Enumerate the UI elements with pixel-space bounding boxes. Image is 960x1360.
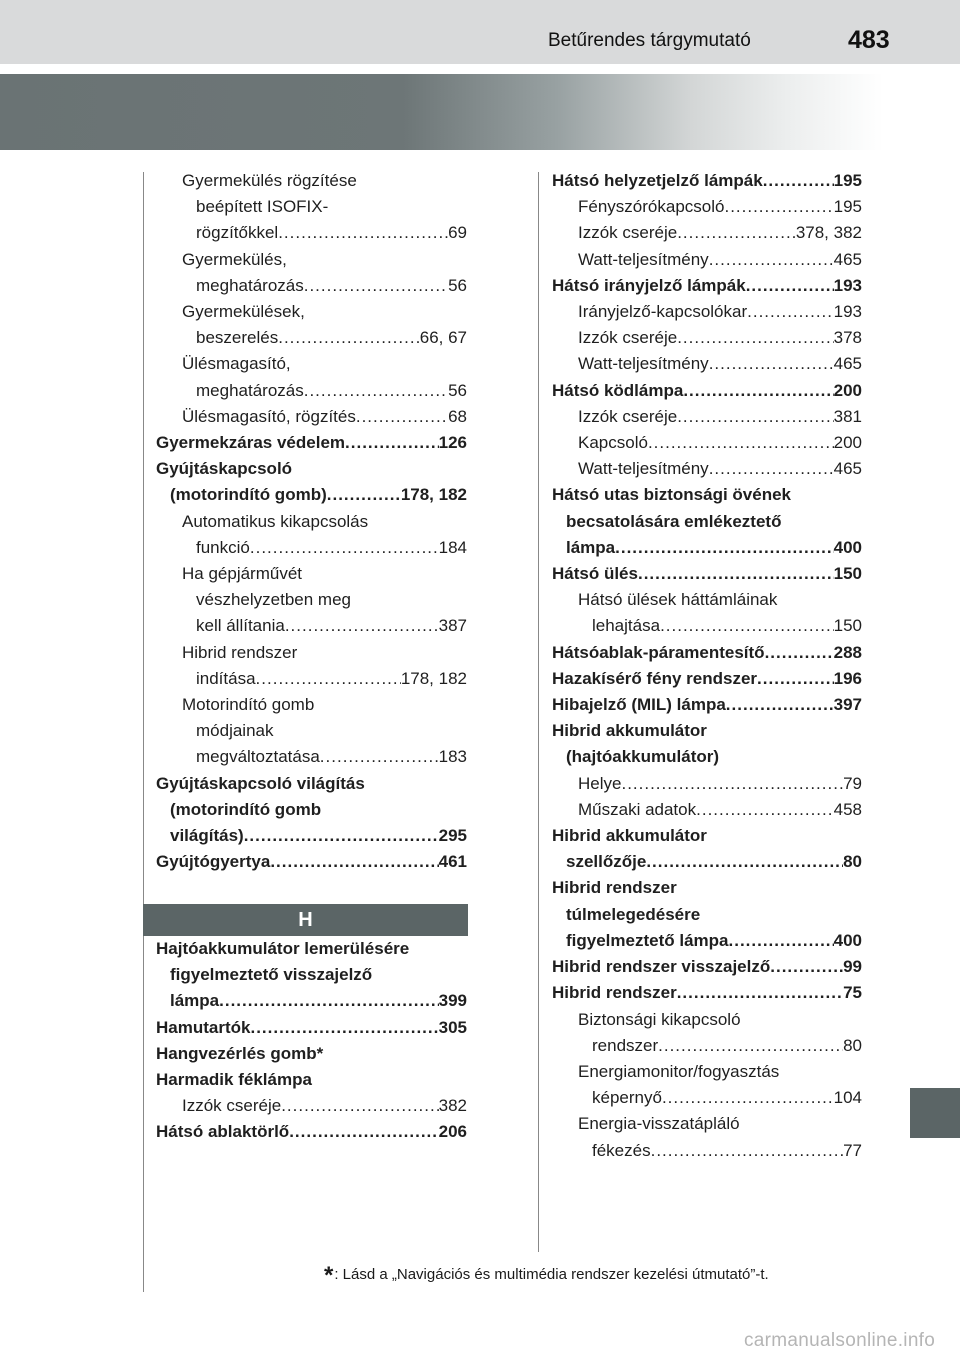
index-entry-page: 461	[438, 852, 467, 872]
thumb-index-tab	[910, 1088, 960, 1138]
index-entry-page: 305	[438, 1017, 467, 1037]
watermark: carmanualsonline.info	[744, 1330, 936, 1351]
section-letter: H	[298, 908, 313, 931]
index-entry	[552, 980, 862, 1006]
index-entry-term: Hátsó irányjelző lámpák	[552, 275, 746, 295]
dot-leader	[304, 273, 448, 299]
index-entry-page: 288	[833, 642, 862, 662]
index-entry	[552, 273, 862, 299]
index-entry-term: Helye	[578, 773, 622, 793]
index-entry-term: Hátsó helyzetjelző lámpák	[552, 171, 763, 190]
index-entry-page: 56	[448, 380, 467, 400]
page-header-title: Betűrendes tárgymutató	[548, 30, 751, 51]
dot-leader	[747, 299, 833, 325]
index-entry-term: Hibrid rendszer	[552, 878, 677, 898]
index-entry-term: Biztonsági kikapcsoló	[578, 1009, 741, 1029]
index-entry-term: Motorindító gomb	[182, 695, 315, 715]
index-entry-term: figyelmeztető lámpa	[566, 930, 729, 950]
index-entry	[552, 718, 862, 744]
index-entry	[552, 194, 862, 220]
index-entry-term: Gyújtáskapcsoló világítás	[156, 773, 365, 793]
index-entry	[156, 482, 467, 508]
dot-leader	[658, 1033, 843, 1059]
index-entry-term: Hibrid rendszer visszajelző	[552, 957, 771, 977]
dot-leader	[724, 194, 833, 220]
index-entry-term: Hamutartók	[156, 1017, 251, 1037]
index-entry-page: 200	[833, 380, 862, 400]
index-entry-term: Hibrid akkumulátor	[552, 826, 707, 846]
dot-leader	[281, 1093, 438, 1119]
dot-leader	[646, 849, 843, 875]
index-entry	[552, 168, 862, 194]
dot-leader	[270, 849, 438, 875]
dot-leader	[638, 561, 834, 587]
dot-leader	[709, 247, 834, 273]
index-entry	[156, 1067, 467, 1093]
index-entry-page: 150	[833, 616, 862, 636]
index-entry	[156, 220, 467, 246]
index-entry	[156, 613, 467, 639]
index-entry-page: 69	[448, 223, 467, 243]
index-entry-term: Gyermekülés,	[182, 249, 287, 269]
index-entry-page: 378, 382	[795, 223, 862, 243]
index-entry-page: 68	[448, 406, 467, 426]
index-entry	[552, 666, 862, 692]
index-entry-term: képernyő	[592, 1088, 662, 1108]
dot-leader	[651, 1138, 843, 1164]
dot-leader	[677, 404, 833, 430]
dot-leader	[219, 988, 438, 1014]
index-entry	[156, 771, 467, 797]
dot-leader	[677, 325, 833, 351]
index-entry-term: Energia-visszatápláló	[578, 1114, 740, 1134]
index-entry-term: Ülésmagasító,	[182, 354, 291, 374]
index-entry-term: Izzók cseréje	[578, 328, 678, 348]
index-entry	[156, 351, 467, 377]
index-entry-term: Irányjelző-kapcsolókar	[578, 302, 748, 322]
dot-leader	[763, 168, 834, 194]
index-entry-term: beépített ISOFIX-	[196, 197, 329, 217]
index-entry-page: 80	[843, 1035, 862, 1055]
index-entry-term: túlmelegedésére	[566, 904, 701, 924]
dot-leader	[660, 613, 834, 639]
index-entry	[552, 247, 862, 273]
dot-leader	[356, 404, 448, 430]
index-entry-term: Hátsó ködlámpa	[552, 380, 684, 400]
dot-leader	[320, 744, 439, 770]
index-entry-term: Izzók cseréje	[578, 223, 678, 243]
index-entry-term: (hajtóakkumulátor)	[566, 747, 720, 767]
index-entry	[156, 247, 467, 273]
index-entry	[156, 797, 467, 823]
center-column-rule	[538, 172, 539, 1252]
dot-leader	[726, 692, 834, 718]
index-entry-page: 193	[833, 275, 862, 295]
index-entry-page: 465	[833, 249, 862, 269]
index-entry-term: Ülésmagasító, rögzítés	[182, 406, 356, 426]
footnote	[324, 1262, 769, 1290]
index-entry-page: 382	[438, 1096, 467, 1116]
dot-leader	[683, 378, 833, 404]
index-entry-page: 399	[438, 991, 467, 1011]
index-entry	[156, 692, 467, 718]
index-entry	[552, 378, 862, 404]
header-bar	[0, 0, 960, 64]
index-entry-page: 295	[438, 826, 467, 846]
index-entry-page: 387	[438, 616, 467, 636]
index-entry-page: 378	[833, 328, 862, 348]
index-entry-term: (motorindító gomb	[170, 799, 322, 819]
index-entry-page: 150	[833, 564, 862, 584]
dot-leader	[285, 613, 439, 639]
index-entry-page: 195	[833, 171, 862, 190]
index-entry-term: Gyermekülés rögzítése	[182, 171, 357, 190]
index-entry	[552, 613, 862, 639]
dot-leader	[250, 1015, 438, 1041]
index-entry	[156, 988, 467, 1014]
dot-leader	[278, 325, 420, 351]
index-entry-term: meghatározás	[196, 275, 304, 295]
index-entry-term: funkció	[196, 537, 250, 557]
index-entry-term: kell állítania	[196, 616, 285, 636]
index-entry	[156, 640, 467, 666]
index-entry	[552, 1059, 862, 1085]
index-entry-term: Műszaki adatok	[578, 799, 697, 819]
index-entry	[156, 823, 467, 849]
index-entry	[156, 535, 467, 561]
index-entry-term: rögzítőkkel	[196, 223, 279, 243]
index-entry	[552, 692, 862, 718]
index-entry	[156, 456, 467, 482]
dot-leader	[244, 823, 439, 849]
index-entry-page: 178, 182	[400, 485, 467, 505]
index-entry	[552, 587, 862, 613]
index-entry	[552, 771, 862, 797]
index-entry	[552, 351, 862, 377]
dot-leader	[696, 797, 834, 823]
index-entry-term: Hajtóakkumulátor lemerülésére	[156, 939, 410, 958]
index-entry	[156, 430, 467, 456]
dot-leader	[327, 482, 401, 508]
dot-leader	[765, 640, 834, 666]
index-entry-page: 196	[833, 668, 862, 688]
index-entry-page: 79	[843, 773, 862, 793]
index-entry-term: Watt-teljesítmény	[578, 249, 709, 269]
index-entry-term: megváltoztatása	[196, 747, 320, 767]
index-entry-term: meghatározás	[196, 380, 304, 400]
index-entry-term: beszerelés	[196, 328, 279, 348]
index-entry	[156, 1119, 467, 1145]
index-entry-term: Hátsó utas biztonsági övének	[552, 485, 791, 505]
index-entry	[156, 273, 467, 299]
dot-leader	[256, 666, 401, 692]
index-entry	[156, 1015, 467, 1041]
index-entry	[552, 640, 862, 666]
index-entry-term: Hibajelző (MIL) lámpa	[552, 695, 726, 715]
index-entry	[552, 1033, 862, 1059]
index-entry-term: Izzók cseréje	[578, 406, 678, 426]
page-number: 483	[848, 26, 890, 54]
index-entry-page: 195	[833, 197, 862, 217]
index-entry-term: Hibrid akkumulátor	[552, 721, 707, 741]
index-entry-term: Watt-teljesítmény	[578, 354, 709, 374]
dot-leader	[770, 954, 843, 980]
index-entry-page: 397	[833, 695, 862, 715]
index-column-left-h	[156, 936, 467, 1146]
index-entry	[552, 1007, 862, 1033]
index-entry	[552, 1111, 862, 1137]
index-entry-term: Gyermekzáras védelem	[156, 433, 346, 453]
index-entry-page: 104	[833, 1088, 862, 1108]
dot-leader	[250, 535, 439, 561]
index-entry	[552, 404, 862, 430]
dot-leader	[662, 1085, 834, 1111]
index-entry-term: Hibrid rendszer	[182, 642, 298, 662]
index-entry-page: 206	[438, 1122, 467, 1142]
index-entry	[552, 561, 862, 587]
dot-leader	[677, 220, 796, 246]
dot-leader	[621, 771, 843, 797]
index-entry-page: 66, 67	[419, 328, 467, 348]
index-entry-term: Fényszórókapcsoló	[578, 197, 725, 217]
index-entry	[552, 928, 862, 954]
index-entry	[552, 744, 862, 770]
index-entry-page: 99	[843, 957, 862, 977]
index-entry-page: 178, 182	[400, 668, 467, 688]
index-entry	[156, 561, 467, 587]
index-entry	[552, 902, 862, 928]
index-entry-term: Izzók cseréje	[182, 1096, 282, 1116]
index-entry-term: Hazakísérő fény rendszer	[552, 668, 758, 688]
dot-leader	[345, 430, 439, 456]
index-entry-term: lehajtása	[592, 616, 661, 636]
footnote-marker: *	[324, 1262, 334, 1289]
index-entry	[156, 718, 467, 744]
index-entry-term: Hátsó ülések háttámláinak	[578, 590, 778, 610]
dot-leader	[615, 535, 833, 561]
index-entry-term: szellőzője	[566, 852, 647, 872]
index-entry-term: Gyújtáskapcsoló	[156, 459, 293, 479]
index-column-right	[552, 168, 862, 1164]
index-entry-page: 75	[843, 983, 862, 1003]
header-banner	[0, 74, 960, 150]
index-entry	[552, 875, 862, 901]
index-entry-term: Watt-teljesítmény	[578, 459, 709, 479]
index-entry-page: 77	[843, 1140, 862, 1160]
index-entry	[552, 482, 862, 508]
footnote-text: : Lásd a „Navigációs és multimédia rendszer kezelési útmutató”-t.	[334, 1266, 769, 1283]
index-entry-page: 200	[833, 433, 862, 453]
index-entry-term: módjainak	[196, 721, 274, 741]
dot-leader	[709, 456, 834, 482]
index-entry-page: 183	[438, 747, 467, 767]
index-entry-term: Hátsó ülés	[552, 564, 638, 584]
index-entry-term: Harmadik féklámpa	[156, 1070, 312, 1090]
index-entry	[156, 587, 467, 613]
index-entry	[156, 1041, 467, 1067]
index-entry-term: Hátsó ablaktörlő	[156, 1122, 290, 1142]
index-entry	[552, 220, 862, 246]
index-entry-term: Hibrid rendszer	[552, 983, 677, 1003]
index-entry-term: indítása	[196, 668, 256, 688]
index-entry	[156, 1093, 467, 1119]
index-entry	[156, 299, 467, 325]
index-entry-page: 193	[833, 302, 862, 322]
index-entry-term: becsatolására emlékeztető	[566, 511, 782, 531]
index-entry-term: Hátsóablak-páramentesítő	[552, 642, 765, 662]
index-entry	[156, 404, 467, 430]
index-entry	[156, 849, 467, 875]
index-entry	[552, 456, 862, 482]
index-entry-page: 381	[833, 406, 862, 426]
index-entry	[156, 744, 467, 770]
index-entry-term: lámpa	[566, 537, 616, 557]
dot-leader	[304, 378, 448, 404]
index-entry-term: vészhelyzetben meg	[196, 590, 351, 610]
index-entry-term: (motorindító gomb)	[170, 485, 327, 505]
index-entry-term: Gyermekülések,	[182, 302, 305, 322]
index-entry-term: Hangvezérlés gomb*	[156, 1043, 324, 1063]
index-entry	[156, 936, 467, 962]
dot-leader	[289, 1119, 438, 1145]
index-entry-page: 458	[833, 799, 862, 819]
index-entry-page: 465	[833, 354, 862, 374]
index-entry	[552, 1138, 862, 1164]
index-entry-term: világítás)	[170, 826, 244, 846]
index-entry-term: Ha gépjárművét	[182, 564, 303, 584]
dot-leader	[746, 273, 834, 299]
index-entry-term: Energiamonitor/fogyasztás	[578, 1061, 780, 1081]
index-entry	[156, 325, 467, 351]
index-entry-term: Automatikus kikapcsolás	[182, 511, 369, 531]
index-entry-page: 126	[438, 433, 467, 453]
index-entry-page: 56	[448, 275, 467, 295]
index-entry	[156, 378, 467, 404]
index-entry-page: 400	[833, 537, 862, 557]
index-entry	[552, 823, 862, 849]
index-entry	[552, 849, 862, 875]
index-entry-page: 184	[438, 537, 467, 557]
index-entry-term: rendszer	[592, 1035, 659, 1055]
index-entry-term: Kapcsoló	[578, 433, 648, 453]
index-entry-term: figyelmeztető visszajelző	[170, 965, 373, 985]
left-column-rule	[143, 172, 144, 1292]
index-column-left-g	[156, 168, 467, 875]
index-entry	[552, 1085, 862, 1111]
index-entry-term: fékezés	[592, 1140, 651, 1160]
index-entry	[552, 535, 862, 561]
index-entry	[156, 168, 467, 194]
index-entry	[552, 509, 862, 535]
dot-leader	[709, 351, 834, 377]
index-entry-term: lámpa	[170, 991, 220, 1011]
index-entry	[156, 509, 467, 535]
index-entry-page: 465	[833, 459, 862, 479]
index-entry-page: 80	[843, 852, 862, 872]
dot-leader	[677, 980, 843, 1006]
dot-leader	[729, 928, 834, 954]
index-entry	[552, 299, 862, 325]
dot-leader	[278, 220, 448, 246]
index-entry	[552, 954, 862, 980]
index-entry-term: Gyújtógyertya	[156, 852, 271, 872]
section-header-h	[143, 904, 468, 936]
index-entry	[552, 430, 862, 456]
index-entry	[156, 194, 467, 220]
index-entry-page: 400	[833, 930, 862, 950]
dot-leader	[757, 666, 834, 692]
index-entry	[156, 666, 467, 692]
index-entry	[552, 797, 862, 823]
index-entry	[156, 962, 467, 988]
dot-leader	[648, 430, 834, 456]
index-entry	[552, 325, 862, 351]
